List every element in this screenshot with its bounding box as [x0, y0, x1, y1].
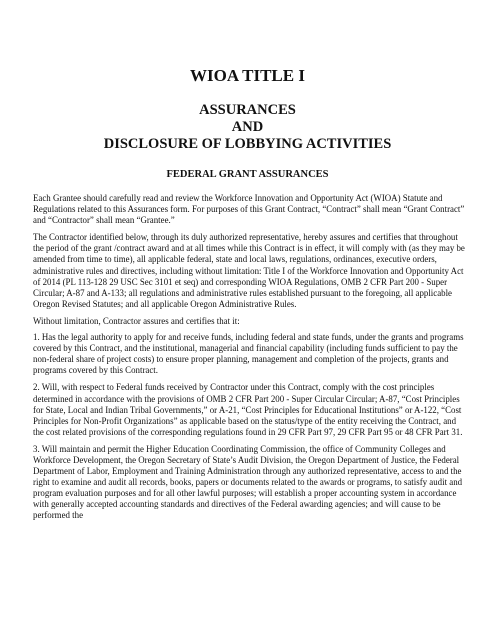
paragraph-item-3: 3. Will maintain and permit the Higher Education Coordinating Commission, the office of Community Colleges and Workforce Development, the Oregon Secretary of State’s Audit Division, the Oregon Department of Justice, the Federal Department of Labor, Employment and Training Administration through any authorized representative, access to and the right to examine and audit all records, books, papers or documents related to the awards or programs, to satisfy audit and program evaluation purposes and for all other lawful purposes; will establish a proper accounting system in accordance with generally accepted accounting standards and directives of the Federal awarding agencies; and will cause to be performed the — [33, 443, 463, 521]
paragraph-item-2: 2. Will, with respect to Federal funds received by Contractor under this Contract, comply with the cost principles determined in accordance with the provisions of OMB 2 CFR Part 200 - Super Circular Circular; A-87, “Cost Principles for State, Local and Indian Tribal Governments,” or A-21, “Cost Principles for Educational Institutions” or A-122, “Cost Principles for Non-Profit Organizations” as applicable based on the status/type of the entity receiving the Contract, and the cost related provisions of the corresponding regulations found in 29 CFR Part 97, 29 CFR Part 95 or 48 CFR Part 31. — [33, 382, 463, 437]
paragraph-intro: Each Grantee should carefully read and review the Workforce Innovation and Opportunity Act (WIOA) Statute and Regulations related to this Assurances form. For purposes of this Grant Contract, “Contract” shall mean “Grant Contract” and “Contractor” shall mean “Grantee.” — [33, 193, 465, 226]
paragraph-item-1: 1. Has the legal authority to apply for and receive funds, including federal and state funds, under the grants and programs covered by this Contract, and the institutional, managerial and financial capability (including funds sufficient to pay the non-federal share of project costs) to ensure proper planning, management and completion of the projects, grants and programs covered by this Contract. — [33, 332, 464, 376]
section-heading: FEDERAL GRANT ASSURANCES — [166, 169, 329, 180]
paragraph-compliance: The Contractor identified below, through its duly authorized representative, hereby assures and certifies that throughout the period of the grant /contract award and at all times while this Contract is in effect, it will comply with (as they may be amended from time to time), all applicable federal, state and local laws, regulations, ordinances, executive orders, administrative rules and directives, including without limitation: Title I of the Workforce Innovation and Opportunity Act of 2014 (PL 113-128 29 USC Sec 3101 et seq) and corresponding WIOA Regulations, OMB 2 CFR Part 200 - Super Circular; A-87 and A-133; all regulations and administrative rules established pursuant to the foregoing, all applicable Oregon Revised Statutes; and all applicable Oregon Administrative Rules. — [33, 232, 465, 309]
document-subtitle-line-3: DISCLOSURE OF LOBBYING ACTIVITIES — [103, 136, 392, 152]
document-body — [33, 193, 467, 528]
document-title: WIOA TITLE I — [190, 66, 305, 85]
document-subtitle-line-2: AND — [231, 119, 264, 135]
document-subtitle-line-1: ASSURANCES — [199, 102, 296, 118]
paragraph-lead-in: Without limitation, Contractor assures and certifies that it: — [33, 315, 240, 326]
